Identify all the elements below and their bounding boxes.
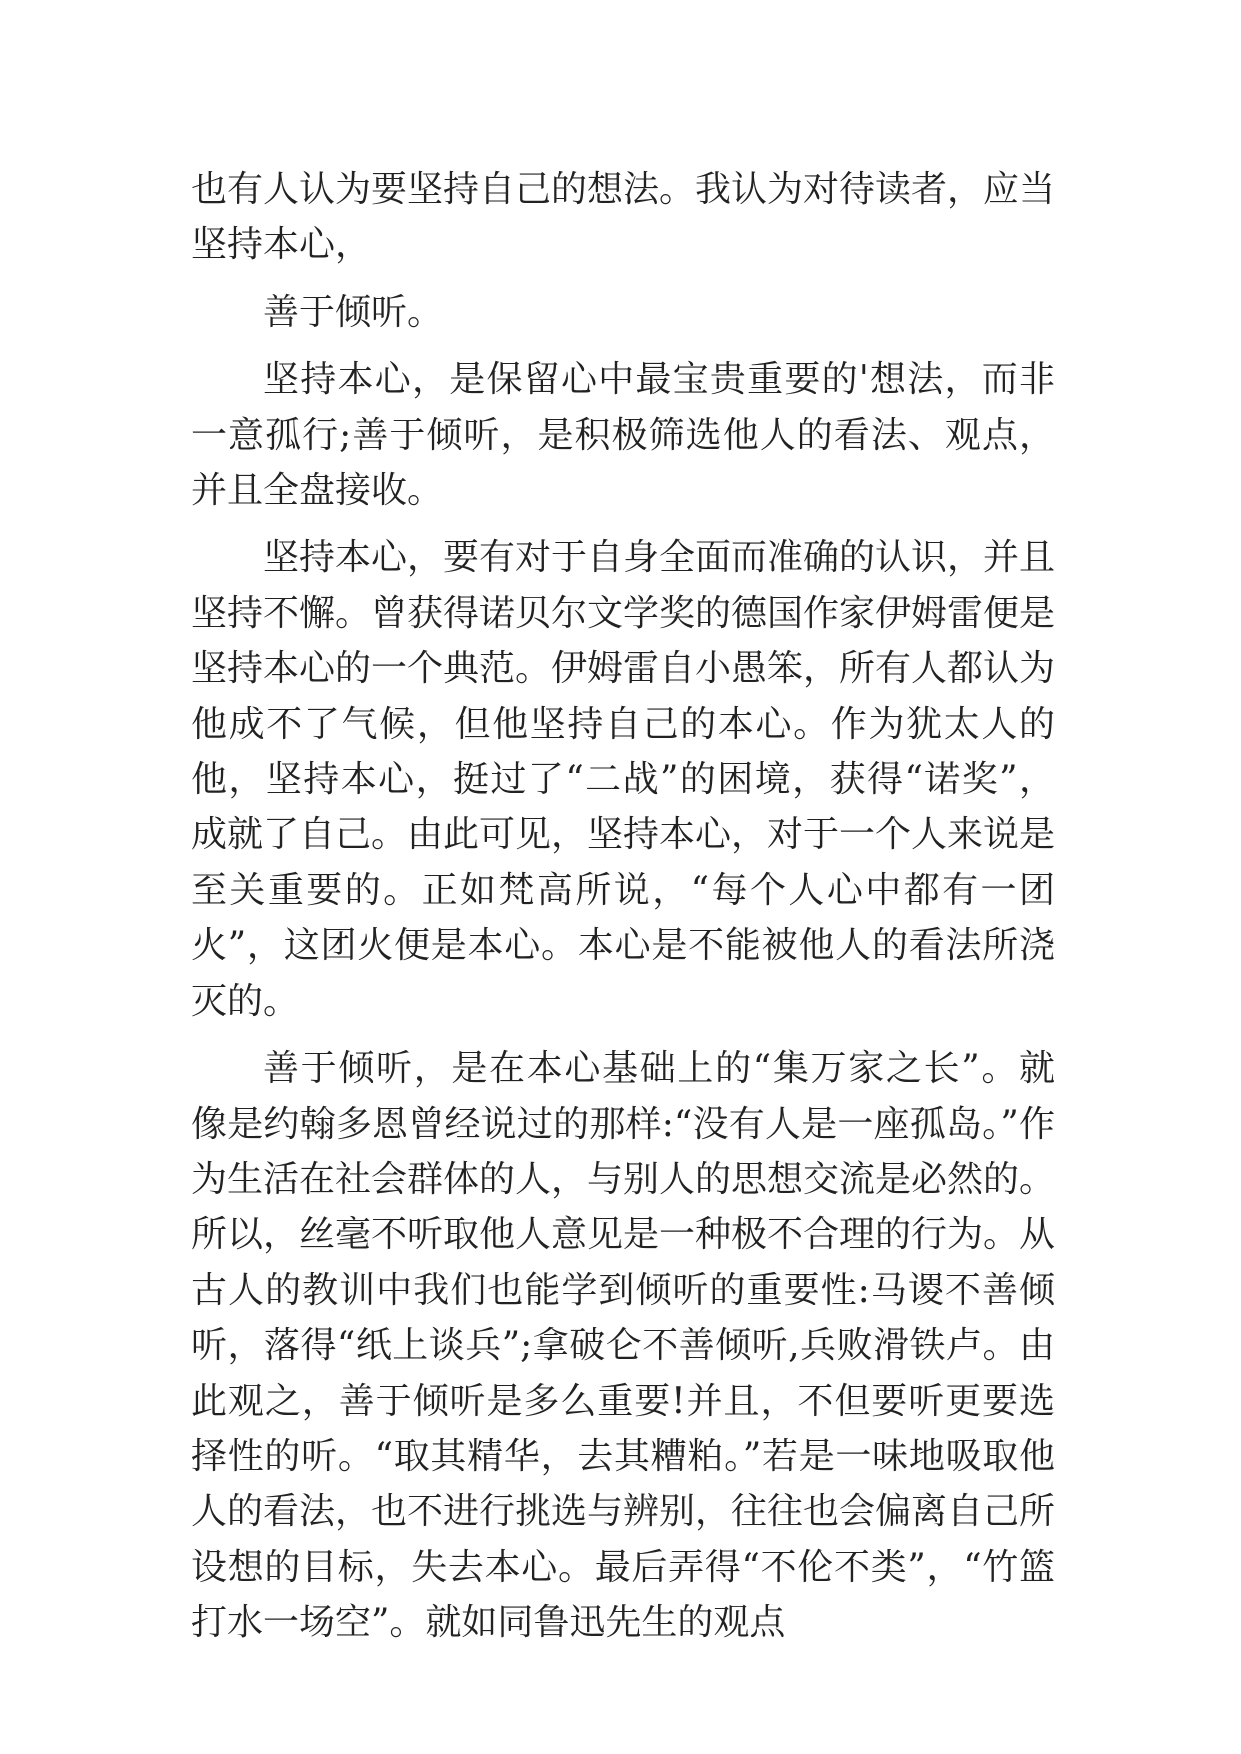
- paragraph-5: 善于倾听，是在本心基础上的“集万家之长”。就像是约翰多恩曾经说过的那样:“没有人是一座孤岛。”作为生活在社会群体的人，与别人的思想交流是必然的。所以，丝毫不听取他人意见是一种极不合理的行为。从古人的教训中我们也能学到倾听的重要性:马谡不善倾听，落得“纸上谈兵”;拿破仑不善倾听,兵败滑铁卢。由此观之，善于倾听是多么重要!并且，不但要听更要选择性的听。“取其精华，去其糟粕。”若是一味地吸取他人的看法，也不进行挑选与辨别，往往也会偏离自己所设想的目标，失去本心。最后弄得“不伦不类”，“竹篮打水一场空”。就如同鲁迅先生的观点: [191, 1048, 1056, 1644]
- paragraph-3: 坚持本心，是保留心中最宝贵重要的'想法，而非一意孤行;善于倾听，是积极筛选他人的看法、观点，并且全盘接收。: [191, 359, 1055, 512]
- paragraph-2: 善于倾听。: [263, 291, 444, 333]
- paragraph-1: 也有人认为要坚持自己的想法。我认为对待读者，应当坚持本心，: [191, 169, 1056, 266]
- paragraph-4: 坚持本心，要有对于自身全面而准确的认识，并且坚持不懈。曾获得诺贝尔文学奖的德国作家伊姆雷便是坚持本心的一个典范。伊姆雷自小愚笨，所有人都认为他成不了气候，但他坚持自己的本心。作为犹太人的他，坚持本心，挺过了“二战”的困境，获得“诺奖”，成就了自己。由此可见，坚持本心，对于一个人来说是至关重要的。正如梵高所说，“每个人心中都有一团火”，这团火便是本心。本心是不能被他人的看法所浇灭的。: [191, 537, 1056, 1022]
- essay-body: [191, 162, 1055, 1651]
